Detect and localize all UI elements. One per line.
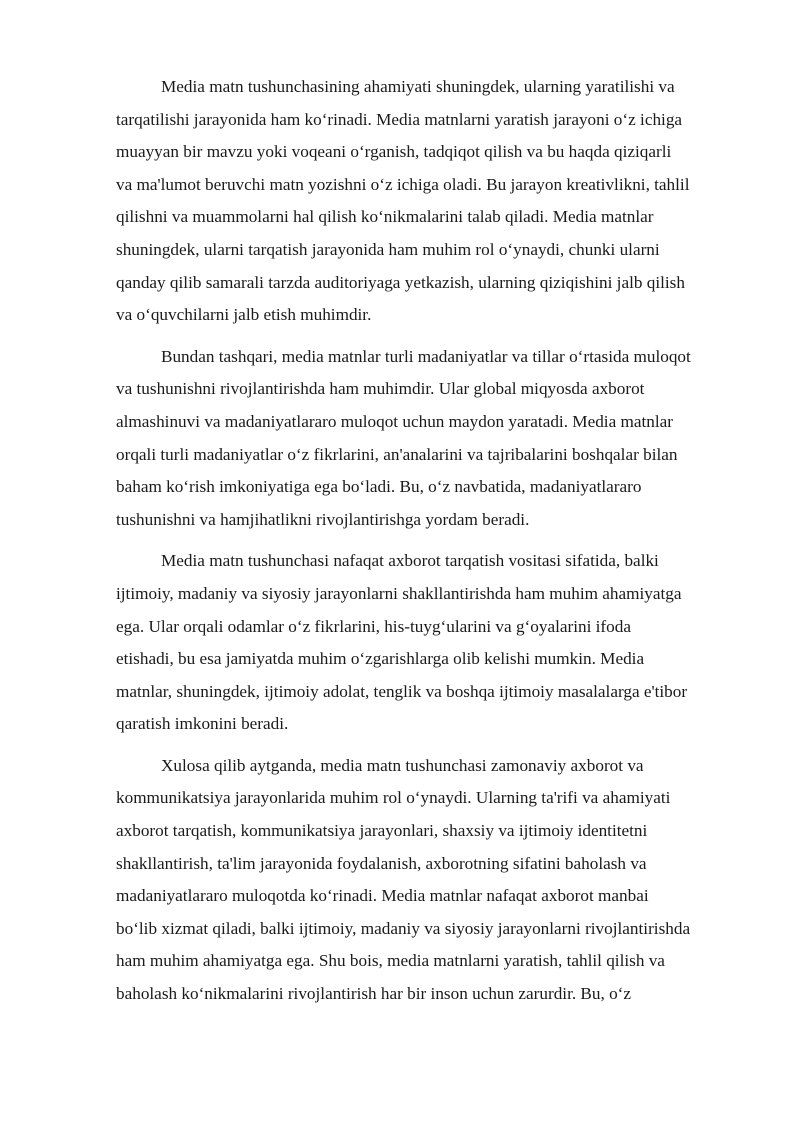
paragraph-1: Media matn tushunchasining ahamiyati shuningdek, ularning yaratilishi va tarqatilishi jarayonida ham koʻrinadi. Media matnlarni yaratish jarayoni oʻz ichiga muayyan bir mavzu yoki voqeani oʻrganish, tadqiqot qilish va bu haqda qiziqarli va ma'lumot beruvchi matn yozishni oʻz ichiga oladi. Bu jarayon kreativlikni, tahlil qilishni va muammolarni hal qilish koʻnikmalarini talab qiladi. Media matnlar shuningdek, ularni tarqatish jarayonida ham muhim rol oʻynaydi, chunki ularni qanday qilib samarali tarzda auditoriyaga yetkazish, ularning qiziqishini jalb qilish va oʻquvchilarni jalb etish muhimdir.	[116, 77, 690, 325]
document-body	[116, 71, 742, 1020]
paragraph-4: Xulosa qilib aytganda, media matn tushunchasi zamonaviy axborot va kommunikatsiya jarayonlarida muhim rol oʻynaydi. Ularning ta'rifi va ahamiyati axborot tarqatish, kommunikatsiya jarayonlari, shaxsiy va ijtimoiy identitetni shakllantirish, ta'lim jarayonida foydalanish, axborotning sifatini baholash va madaniyatlararo muloqotda koʻrinadi. Media matnlar nafaqat axborot manbai boʻlib xizmat qiladi, balki ijtimoiy, madaniy va siyosiy jarayonlarni rivojlantirishda ham muhim ahamiyatga ega. Shu bois, media matnlarni yaratish, tahlil qilish va baholash koʻnikmalarini rivojlantirish har bir inson uchun zarurdir. Bu, oʻz	[116, 755, 691, 1004]
paragraph-3: Media matn tushunchasi nafaqat axborot tarqatish vositasi sifatida, balki ijtimoiy, madaniy va siyosiy jarayonlarni shakllantirishda ham muhim ahamiyatga ega. Ular orqali odamlar oʻz fikrlarini, his-tuygʻularini va gʻoyalarini ifoda etishadi, bu esa jamiyatda muhim oʻzgarishlarga olib kelishi mumkin. Media matnlar, shuningdek, ijtimoiy adolat, tenglik va boshqa ijtimoiy masalalarga e'tibor qaratish imkonini beradi.	[116, 551, 688, 734]
paragraph-2: Bundan tashqari, media matnlar turli madaniyatlar va tillar oʻrtasida muloqot va tushunishni rivojlantirishda ham muhimdir. Ular global miqyosda axborot almashinuvi va madaniyatlararo muloqot uchun maydon yaratadi. Media matnlar orqali turli madaniyatlar oʻz fikrlarini, an'analarini va tajribalarini boshqalar bilan baham koʻrish imkoniyatiga ega boʻladi. Bu, oʻz navbatida, madaniyatlararo tushunishni va hamjihatlikni rivojlantirishga yordam beradi.	[116, 346, 691, 529]
